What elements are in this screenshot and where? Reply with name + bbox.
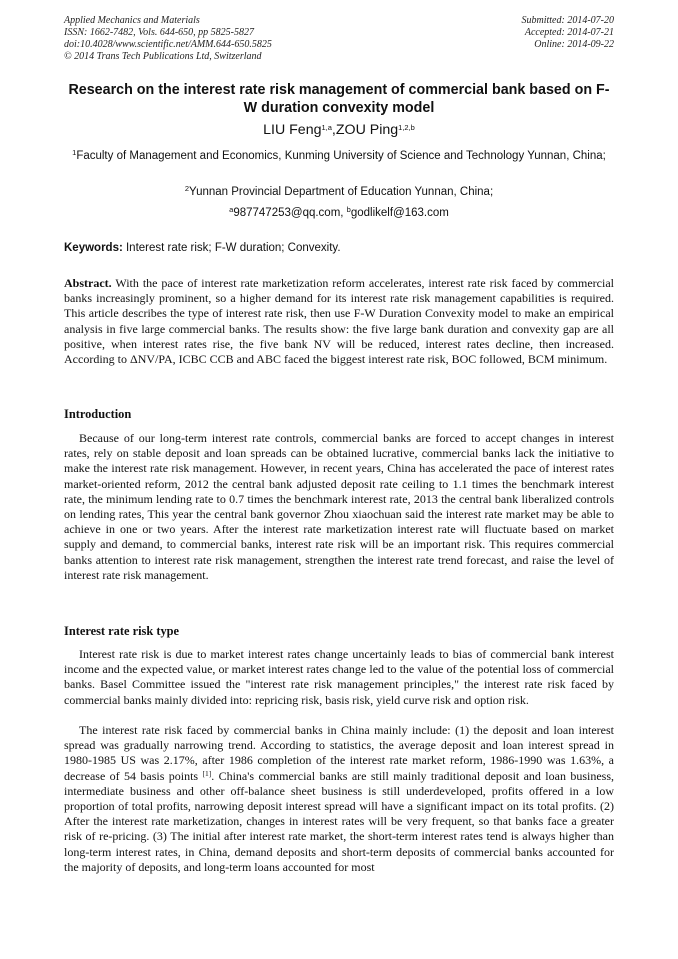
issn-line: ISSN: 1662-7482, Vols. 644-650, pp 5825-5827 xyxy=(64,27,254,38)
section-heading-risk-type: Interest rate risk type xyxy=(64,624,180,638)
journal-header-right xyxy=(522,15,615,51)
author-superscript: 1,a xyxy=(321,123,332,132)
affiliation-marker: 2 xyxy=(184,184,190,193)
affiliation-text: Yunnan Provincial Department of Education Yunnan, China; xyxy=(189,186,494,198)
email-address: godlikelf@163.com xyxy=(350,207,449,219)
abstract-label: Abstract. xyxy=(64,276,112,290)
paper-title: Research on the interest rate risk management of commercial bank based on F-W duration convexity model xyxy=(68,82,610,116)
doi-line: doi:10.4028/www.scientific.net/AMM.644-650.5825 xyxy=(64,39,272,50)
abstract-text: With the pace of interest rate marketization reform accelerates, interest rate risk faced by commercial banks increasingly prominent, so a higher demand for its interest rate risk management capabilities is required. This article describes the type of interest rate risk, then use F-W Duration Convexity model to make an empirical analysis in five large commercial banks. The results show: the five large bank duration and convexity gap are all positive, when interest rates rise, the five bank NV will be reduced, interest rates decline, then increased. According to ΔNV/PA, ICBC CCB and ABC faced the biggest interest rate risk, BOC followed, BCM minimum. xyxy=(64,276,614,367)
affiliation-text: Faculty of Management and Economics, Kunming University of Science and Technology Yunnan, China; xyxy=(76,150,606,162)
keywords-text: Interest rate risk; F-W duration; Convexity. xyxy=(122,242,341,254)
email-address: 987747253@qq.com, xyxy=(233,207,347,219)
accepted-date: Accepted: 2014-07-21 xyxy=(524,27,614,38)
author-superscript: 1,2,b xyxy=(398,123,415,132)
affiliation-1 xyxy=(64,149,614,164)
risk-type-paragraph-2 xyxy=(64,723,614,875)
author-separator: , xyxy=(331,122,336,138)
section-heading-introduction: Introduction xyxy=(64,407,132,421)
journal-header-left xyxy=(64,15,272,63)
keywords xyxy=(64,241,614,256)
author-line xyxy=(64,121,614,139)
citation-ref: [1] xyxy=(202,768,212,778)
introduction-paragraph: Because of our long-term interest rate controls, commercial banks are forced to accept changes in interest rates, rely on stable deposit and loan spreads can be obtained lucrative, commercial banks lack the initiative to make the interest rate risk management. However, in recent years, China has accelerated the pace of interest rates market-oriented reform, 2012 the central bank adjusted deposit rate ceiling to 1.1 times the benchmark interest rate, the minimum lending rate to 0.7 times the benchmark interest rate, 2013 the central bank liberalized controls on lending rates, This year the central bank governor Zhou xiaochuan said the interest rate market may be able to achieve in one or two years. After the interest rate marketization interest rate will fluctuate based on market supply and demand, to commercial banks, interest rate risk will be an important risk. This requires commercial banks attention to interest rate risk management, strengthen the interest rate trend forecast, and raise the level of interest rate risk management. xyxy=(64,431,614,582)
keywords-label: Keywords: xyxy=(64,242,123,254)
affiliation-2 xyxy=(64,185,614,200)
online-date: Online: 2014-09-22 xyxy=(534,39,614,50)
paragraph-text: The interest rate risk faced by commercial banks in China mainly include: (1) the deposit and loan interest spread was gradually narrowing trend. According to statistics, the average deposit and loan interest spread in 1980-1985 US was 2.17%, after 1986 completion of the interest rate market reform, 1986-1990 was 1.63%, a decrease of 54 basis points xyxy=(64,723,614,783)
submitted-date: Submitted: 2014-07-20 xyxy=(521,15,614,26)
email-line xyxy=(64,206,614,221)
paragraph-text: . China's commercial banks are still mainly traditional deposit and loan business, intermediate business and other off-balance sheet business is still underdeveloped, profits offered in a low proportion of total profits, narrowing deposit interest spread will have a significant impact on its total profits. (2) After the interest rate marketization, changes in interest rates will be very frequent, so that banks face a greater risk of re-pricing. (3) The initial after interest rate market, the short-term interest rates tend is always higher than long-term interest rates, in China, demand deposits and short-term deposits of commercial banks accounted for the majority of deposits, and long-term loans accounted for most xyxy=(64,768,614,874)
affiliation-marker: 1 xyxy=(72,148,77,157)
copyright-line: © 2014 Trans Tech Publications Ltd, Switzerland xyxy=(64,51,262,62)
risk-type-paragraph-1: Interest rate risk is due to market interest rates change uncertainly leads to bias of commercial bank interest income and the expected value, or market interest rates change led to the value of the potential loss of commercial banks. Basel Committee issued the "interest rate risk management principles," the interest rate risk faced by commercial banks mainly divided into: repricing risk, basis risk, yield curve risk and option risk. xyxy=(64,647,614,707)
abstract xyxy=(64,276,614,367)
author-name: LIU Feng xyxy=(263,122,322,138)
email-marker: b xyxy=(346,205,351,214)
author-name: ZOU Ping xyxy=(335,122,399,138)
email-marker: a xyxy=(229,205,234,214)
journal-name: Applied Mechanics and Materials xyxy=(64,15,200,26)
